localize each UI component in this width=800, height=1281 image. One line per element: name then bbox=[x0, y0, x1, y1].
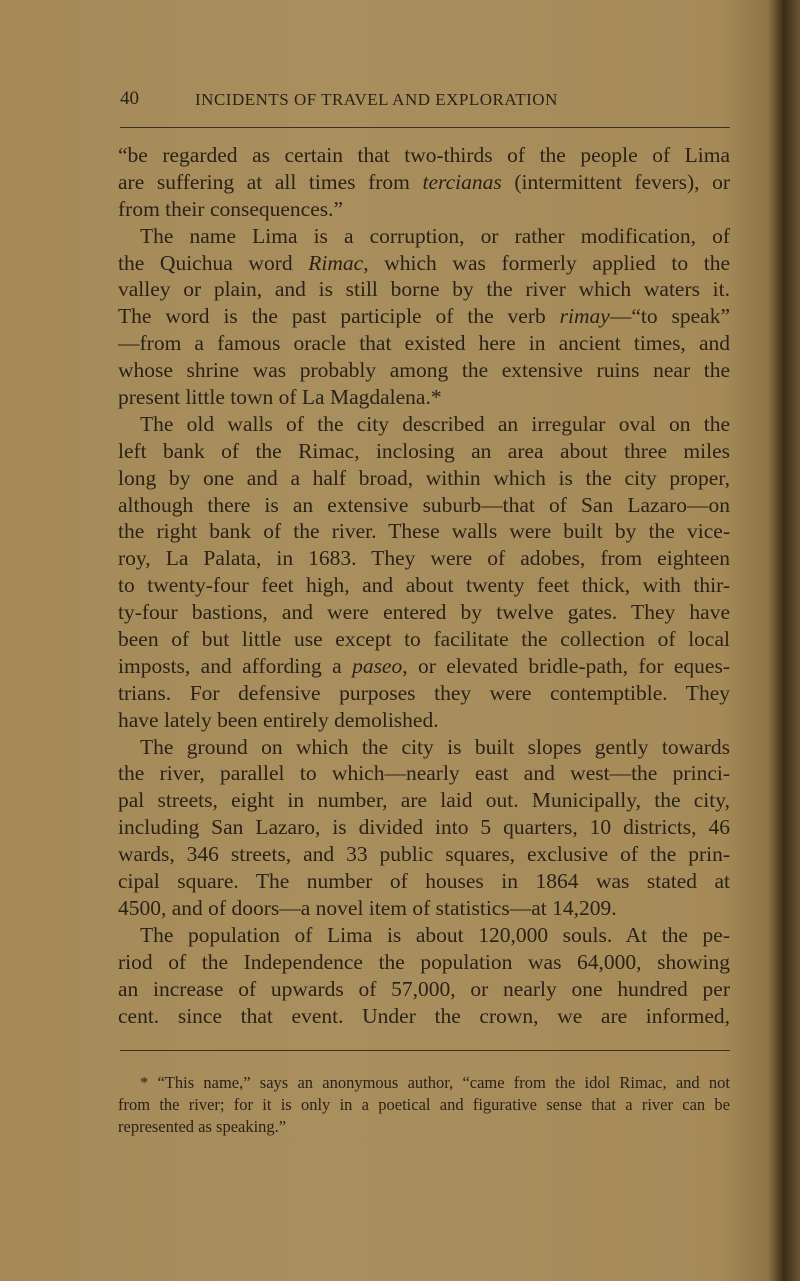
text-segment: to twenty-four feet high, and about twenty feet thick, with thir- bbox=[118, 573, 730, 598]
text-segment: have lately been entirely demolished. bbox=[118, 707, 439, 732]
footnote-line: * “This name,” says an anonymous author, “came from the idol Rimac, and not bbox=[140, 1073, 730, 1092]
text-segment: valley or plain, and is still borne by the river which waters it. bbox=[118, 277, 730, 302]
italic-term: rimay bbox=[559, 304, 610, 329]
text-segment: roy, La Palata, in 1683. They were of adobes, from eighteen bbox=[118, 546, 730, 571]
text-line bbox=[118, 250, 730, 277]
text-line bbox=[118, 223, 730, 250]
italic-term: paseo bbox=[352, 653, 403, 678]
text-line bbox=[118, 545, 730, 572]
text-line bbox=[118, 841, 730, 868]
text-segment: The ground on which the city is built slopes gently towards bbox=[140, 734, 730, 759]
footnote-line: represented as speaking.” bbox=[118, 1117, 287, 1136]
text-line bbox=[118, 492, 730, 519]
text-line bbox=[118, 814, 730, 841]
text-line bbox=[118, 707, 730, 734]
text-line bbox=[118, 438, 730, 465]
text-segment: (intermittent fevers), or bbox=[501, 169, 730, 194]
text-line bbox=[118, 169, 730, 196]
text-line bbox=[118, 922, 730, 949]
text-segment: an increase of upwards of 57,000, or nearly one hundred per bbox=[118, 976, 730, 1001]
text-segment: The name Lima is a corruption, or rather modification, of bbox=[140, 223, 730, 248]
text-line bbox=[118, 142, 730, 169]
footnote-rule bbox=[120, 1050, 730, 1051]
text-segment: including San Lazaro, is divided into 5 quarters, 10 districts, 46 bbox=[118, 815, 730, 840]
text-line bbox=[118, 868, 730, 895]
text-segment: whose shrine was probably among the extensive ruins near the bbox=[118, 358, 730, 383]
text-segment: cipal square. The number of houses in 1864 was stated at bbox=[118, 869, 730, 894]
text-segment: —from a famous oracle that existed here in ancient times, and bbox=[118, 331, 730, 356]
text-line bbox=[118, 734, 730, 761]
text-segment: the river, parallel to which—nearly east and west—the princi- bbox=[118, 761, 730, 786]
text-line bbox=[118, 626, 730, 653]
text-segment: the Quichua word bbox=[118, 250, 309, 275]
text-line bbox=[118, 276, 730, 303]
text-segment: The word is the past participle of the verb bbox=[118, 304, 560, 329]
text-line bbox=[118, 303, 730, 330]
body-text bbox=[118, 142, 730, 1029]
text-segment: cent. since that event. Under the crown, we are informed, bbox=[118, 1003, 730, 1028]
text-line bbox=[118, 572, 730, 599]
italic-term: Rimac bbox=[308, 250, 364, 275]
text-segment: —“to speak” bbox=[609, 304, 730, 329]
text-segment: from their consequences.” bbox=[118, 196, 344, 221]
text-line bbox=[118, 411, 730, 438]
text-segment: been of but little use except to facilitate the collection of local bbox=[118, 627, 730, 652]
text-segment: long by one and a half broad, within which is the city proper, bbox=[118, 465, 730, 490]
text-segment: , or elevated bridle-path, for eques- bbox=[402, 653, 730, 678]
text-segment: the right bank of the river. These walls were built by the vice- bbox=[118, 519, 730, 544]
running-header bbox=[120, 88, 730, 114]
text-line bbox=[118, 196, 730, 223]
text-segment: present little town of La Magdalena.* bbox=[118, 385, 442, 410]
header-rule bbox=[120, 127, 730, 128]
text-line bbox=[118, 384, 730, 411]
text-line bbox=[118, 465, 730, 492]
text-line bbox=[118, 518, 730, 545]
italic-term: tercianas bbox=[422, 169, 502, 194]
text-segment: , which was formerly applied to the bbox=[363, 250, 730, 275]
text-segment: are suffering at all times from bbox=[118, 169, 423, 194]
text-segment: 4500, and of doors—a novel item of statistics—at 14,209. bbox=[118, 895, 617, 920]
footnote-line: from the river; for it is only in a poetical and figurative sense that a river can be bbox=[118, 1095, 730, 1114]
text-segment: The population of Lima is about 120,000 souls. At the pe- bbox=[140, 922, 730, 947]
text-segment: ty-four bastions, and were entered by twelve gates. They have bbox=[118, 600, 730, 625]
text-segment: although there is an extensive suburb—that of San Lazaro—on bbox=[118, 492, 730, 517]
text-segment: left bank of the Rimac, inclosing an area about three miles bbox=[118, 438, 730, 463]
text-line bbox=[118, 599, 730, 626]
text-line bbox=[118, 330, 730, 357]
running-title: INCIDENTS OF TRAVEL AND EXPLORATION bbox=[195, 90, 558, 109]
text-segment: riod of the Independence the population was 64,000, showing bbox=[118, 949, 730, 974]
text-line bbox=[118, 976, 730, 1003]
text-segment: trians. For defensive purposes they were contemptible. They bbox=[118, 680, 730, 705]
text-segment: wards, 346 streets, and 33 public squares, exclusive of the prin- bbox=[118, 842, 730, 867]
text-segment: pal streets, eight in number, are laid out. Municipally, the city, bbox=[118, 788, 730, 813]
text-line bbox=[118, 653, 730, 680]
text-segment: The old walls of the city described an irregular oval on the bbox=[140, 411, 730, 436]
text-line bbox=[118, 949, 730, 976]
text-line bbox=[118, 787, 730, 814]
text-line bbox=[118, 895, 730, 922]
text-line bbox=[118, 680, 730, 707]
page-number: 40 bbox=[120, 88, 139, 109]
text-segment: imposts, and affording a bbox=[118, 653, 353, 678]
text-line bbox=[118, 357, 730, 384]
text-line bbox=[118, 1003, 730, 1030]
text-line bbox=[118, 760, 730, 787]
footnote bbox=[118, 1072, 730, 1138]
text-segment: “be regarded as certain that two-thirds of the people of Lima bbox=[118, 143, 730, 167]
